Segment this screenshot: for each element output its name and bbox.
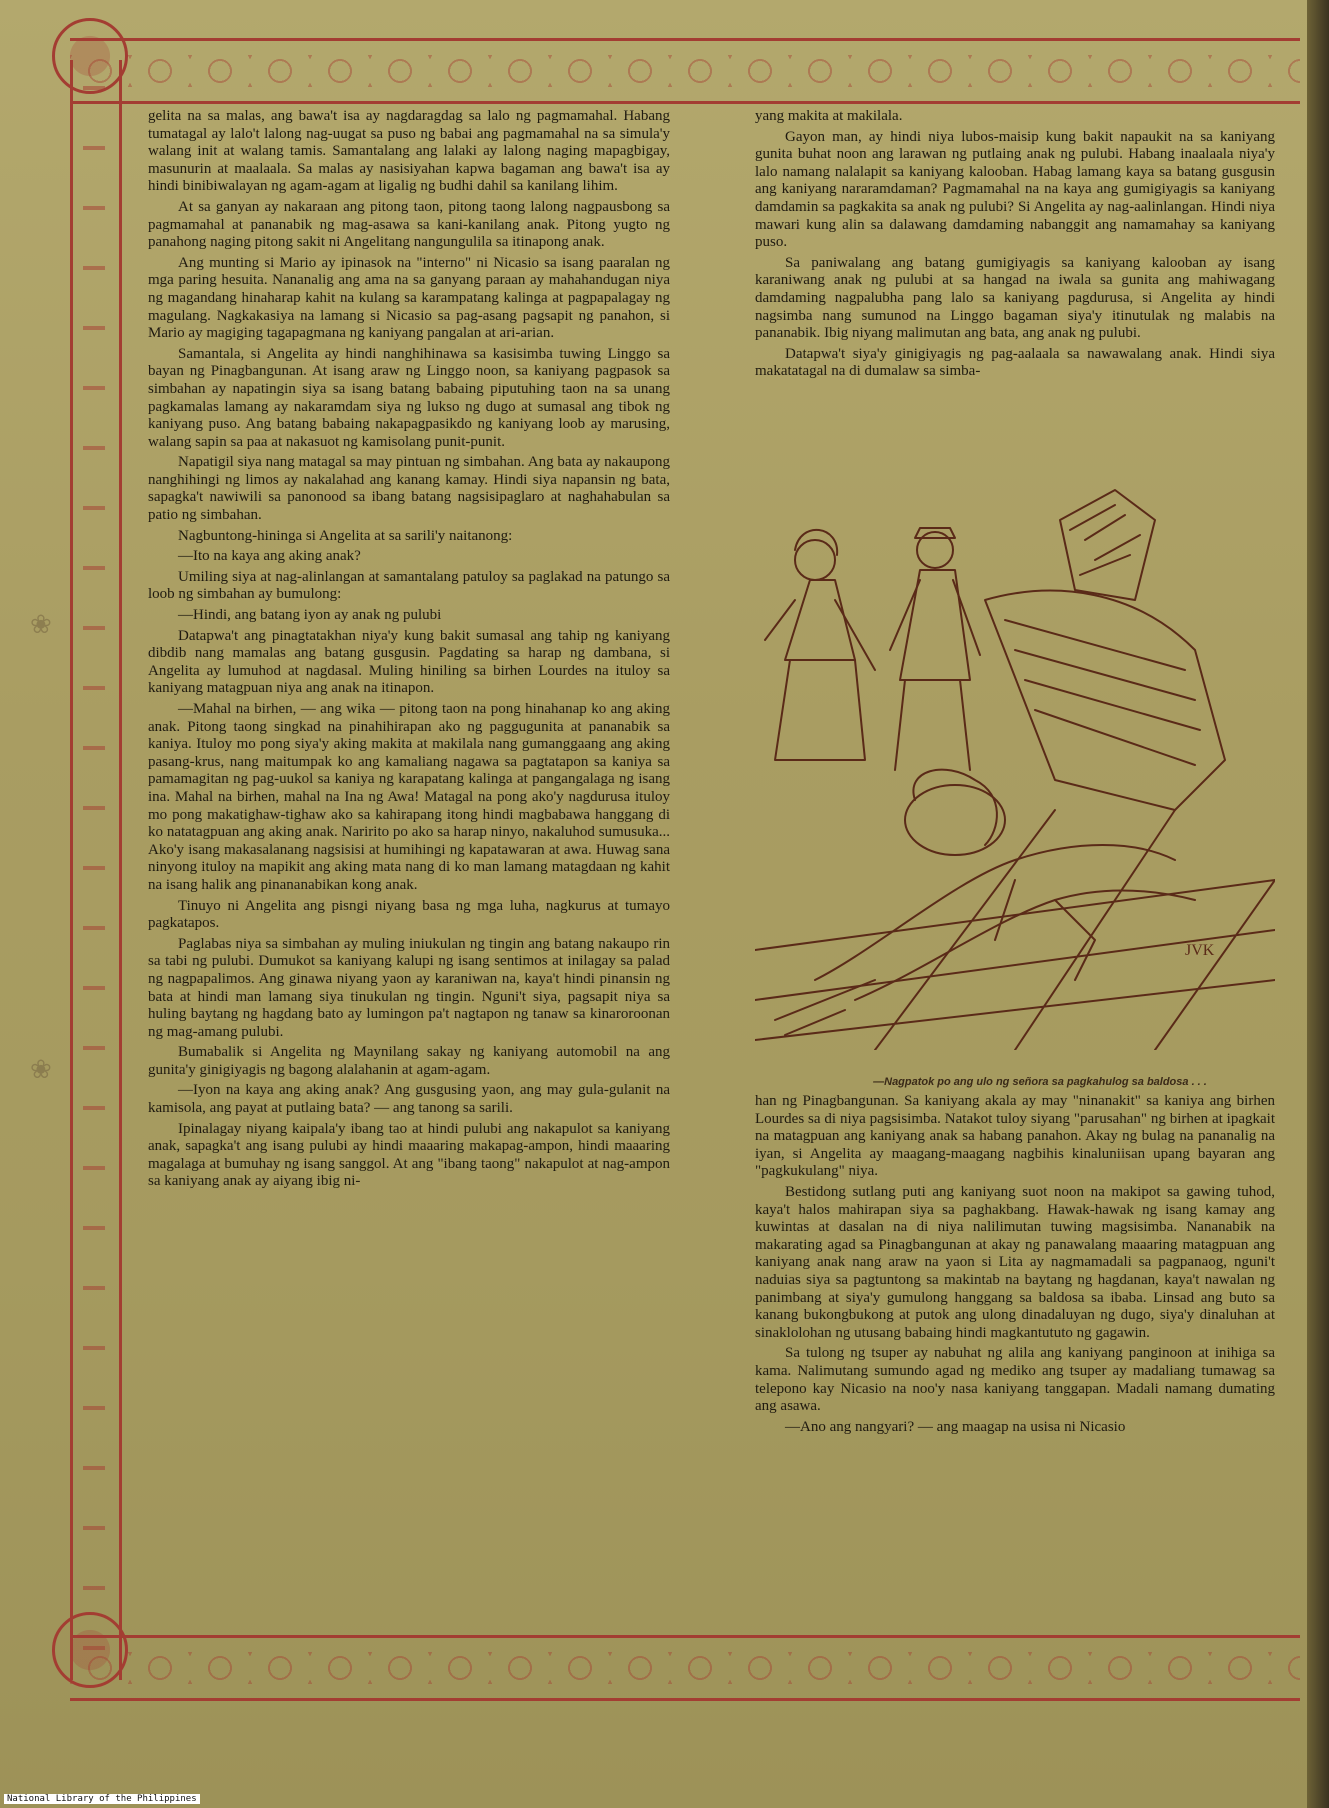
paragraph: Tinuyo ni Angelita ang pisngi niyang basa ng mga luha, nagkurus at tumayo pagkatapos. — [148, 897, 670, 932]
paragraph: Datapwa't ang pinagtatakhan niya'y kung bakit sumasal ang tahip ng kaniyang dibdib nang mamalas ang batang gusgusin. Pagdating sa harap ng dambana, si Angelita ay lumuhod at nagdasal. Muling hiniling sa birhen Lourdes na ituloy sa kaniyang matagpuan niya ang anak na itinapon. — [148, 627, 670, 697]
top-ornamental-border — [70, 38, 1300, 104]
paragraph: Ang munting si Mario ay ipinasok na "interno" ni Nicasio sa isang paaralan ng mga paring hesuita. Nananalig ang ama na sa ganyang paraan ay mahahandugan niya ng magandang hinaharap kahit na kulang sa karampatang kalinga at pagpapalagay ng magulang. Nagkakasiya na lamang si Nicasio sa pag-asang pagsapit ng panahon, si Mario ay magiging tagapagmana ng kaniyang pangalan at ari-arian. — [148, 254, 670, 342]
dialogue-line: —Iyon na kaya ang aking anak? Ang gusgusing yaon, ang may gula-gulanit na kamisola, ang payat at putlaing bata? — ang tanong sa sarili. — [148, 1082, 670, 1117]
fallen-woman-figure — [815, 845, 1175, 980]
paragraph: At sa ganyan ay nakaraan ang pitong taon, pitong taong lalong nagpausbong sa pagmamahal at pananabik ng mag-asawa sa kani-kanilang anak. Pitong yugto ng panahong naging pitong sakit ni Angelitang nangungulila sa itinapong anak. — [148, 198, 670, 251]
dialogue-line: —Ito na kaya ang aking anak? — [178, 548, 361, 565]
corner-ornament — [52, 1612, 128, 1688]
margin-ornament: ❀ — [30, 1055, 52, 1084]
dialogue-line: —Hindi, ang batang iyon ay anak ng pulubi — [178, 607, 442, 624]
paragraph: Sa paniwalang ang batang gumigiyagis sa kaniyang kalooban ay isang karaniwang anak ng pulubi at sa hangad na iwala sa gunita ang mahiwagang damdaming nagpalubha pang lalo sa kaniyang pagdurusa, si Angelita ay hindi nagsimba nang sumunod na Linggo bagaman siya'y itinutulak ng malabis na pananabik. Ibig niyang malimutan ang bata, ang anak ng pulubi. — [755, 254, 1275, 342]
stair-railing — [1060, 490, 1155, 600]
paragraph: Ipinalagay niyang kaipala'y ibang tao at hindi pulubi ang nakapulot sa kaniyang anak, sapagka't ang isang pulubi ay hindi maaaring makapag-ampon, hindi maaaring magalaga at bumuhay ng isang sanggol. At ang "ibang taong" nakapulot at nag-ampon sa kaniyang anak ay aiyang ibig ni- — [148, 1120, 670, 1190]
paragraph: Sa tulong ng tsuper ay nabuhat ng alila ang kaniyang panginoon at inihiga sa kama. Nalimutang sumundo agad ng mediko ang tsuper ay madaliang tumawag sa telepono kay Nicasio na noo'y nasa kaniyang tanggapan. Madali namang dumating ang asawa. — [755, 1345, 1275, 1415]
illustration-caption: —Nagpatok po ang ulo ng señora sa pagkahulog sa baldosa . . . — [873, 1076, 1207, 1088]
dialogue-line: —Ano ang nangyari? — ang maagap na usisa ni Nicasio — [785, 1418, 1126, 1435]
paragraph: Bumabalik si Angelita ng Maynilang sakay ng kaniyang automobil na ang gunita'y ginigiyagis ng bagong alalahanin at agam-agam. — [148, 1044, 670, 1078]
right-text-column-top — [755, 108, 1275, 384]
artist-signature: JVK — [1185, 942, 1215, 959]
left-ornamental-border — [70, 60, 122, 1680]
paragraph: Napatigil siya nang matagal sa may pintuan ng simbahan. Ang bata ay nakaupong nanghihingi ng limos ay nakalahad ang kanang kamay. Hindi siya napansin ng bata, sapagka't nawiwili sa panonood sa ibang batang nagsisipaglaro at naghahabulan sa patio ng simbahan. — [148, 454, 670, 524]
paragraph: yang makita at makilala. — [755, 108, 903, 124]
paragraph: Samantala, si Angelita ay hindi nanghihinawa sa kasisimba tuwing Linggo sa bayan ng Pinagbangunan. At isang araw ng Linggo noon, sa kaniyang pagpasok sa simbahan ay napatingin siya sa isang batang babaing piputuhing taon na sa unang pagkamalas lamang ay nakaramdam siya ng lukso ng dugo at sumasal ang tibok ng kaniyang puso. Ang batang babaing nakapagpasikdo ng kaniyang loob ay marusing, walang sapin sa paa at nakasuot ng kamisolang punit-punit. — [148, 345, 670, 450]
margin-ornament: ❀ — [30, 610, 52, 639]
maid-figure — [795, 540, 835, 580]
corner-ornament — [52, 18, 128, 94]
bottom-ornamental-border — [70, 1635, 1300, 1701]
archive-footer: National Library of the Philippines — [4, 1794, 200, 1804]
paragraph: Bestidong sutlang puti ang kaniyang suot noon na makipot sa gawing tuhod, kaya't halos mahirapan siya sa paghakbang. Hawak-hawak ng isang kamay ang kuwintas at dasalan na di niya nalilimutan tuwing magsisimba. Nananabik na makarating agad sa Pinagbangunan at akay ng panawalang maaaring matagpuan ang kaniyang anak nang araw na yaon si Lita ay nagmamadali sa pagpanaog, nguni't naduias siya sa pagtuntong sa makintab na baytang ng hagdanan, kaya't nawalan ng panimbang at siya'y gumulong hanggang sa baldosa sa ibaba. Linsad ang buto sa kanang bukongbukong at putok ang ulong dinadaluyan ng dugo, siya'y dinaluhan at sinaklolohan ng utusang babaing hindi magkantututo ng gagawin. — [755, 1183, 1275, 1341]
binding-shadow — [1307, 0, 1329, 1808]
story-illustration — [755, 480, 1275, 1050]
left-text-column — [148, 108, 670, 1194]
paragraph: Paglabas niya sa simbahan ay muling iniukulan ng tingin ang batang nakaupo rin sa tabi ng pulubi. Dumukot sa kaniyang kalupi ng isang sentimos at inilagay sa palad ng nagpapalimos. Ang ginawa niyang yaon ay karaniwan na, kaya't hindi pinansin ng bata at hindi man lamang siya tinukulan ng tingin. Nguni't siya, pagsapit niya sa huling baytang ng hagdang bato ay lumingon pa't nagtapon ng tanaw sa kinaroroonan ng mag-amang pulubi. — [148, 935, 670, 1040]
paragraph: gelita na sa malas, ang bawa't isa ay nagdaragdag sa lalo ng pagmamahal. Habang tumatagal ay lalo't lalong nag-uugat sa puso ng babai ang pagmamahal na sa simula'y walang init at walang tamis. Samantalang ang lalaki ay lalong naging mapagbigay, masunurin at maalaala. Sa malas ay nasisiyahan kapwa bagaman ang bawa't isa ay hindi binibiwalayan ng agam-agam at ligalig ng budhi dahil sa kanilang lihim. — [148, 108, 670, 195]
paragraph: Gayon man, ay hindi niya lubos-maisip kung bakit napaukit na sa kaniyang gunita buhat noon ang larawan ng putlaing anak ng pulubi. Habang inaalaala niya'y lalo namang nalalapit sa kaniyang kalooban. Habag lamang kaya sa batang gusgusin ang kaniyang nararamdaman? Pagmamahal na na kaya ang gumigiyagis sa kaniyang damdamin sa pagkakita sa anak ng pulubi? Si Angelita ay nag-aalinlangan. Hindi niya mawari kung alin sa dalawang damdaming nabanggit ang namamahay sa kaniyang puso. — [755, 128, 1275, 251]
prayer-paragraph: —Mahal na birhen, — ang wika — pitong taon na pong hinahanap ko ang aking anak. Pitong taong singkad na pinahihirapan ako ng paggugunita at pananabik sa kaniya. Ituloy mo pong siya'y aking makita at makilala nang gumanggaang ang aking pasang-krus, nang maitumpak ko ang kamaliang nagawa sa pagtatapon sa kaniya sa pamamagitan ng pag-uukol sa kaniya ng karapatang kalinga at pangangalaga ng isang ina. Mahal na birhen, mahal na Ina ng Awa! Matagal na pong ako'y nagdurusa ituloy mo pong makatighaw-tighaw ako sa kahirapang itong hindi magbabawa hanggang di ko natatagpuan ang aking anak. Naririto po ako sa harap ninyo, nakaluhod sumusuka... Ako'y isang makasalanang nagsisisi at humihingi ng kapatawaran at awa. Huwag sana ninyong ituloy na mapikit ang aking mata nang di ko man lamang matagdaan ng kahit na isang halik ang pinananabikan kong anak. — [148, 701, 670, 893]
paragraph: han ng Pinagbangunan. Sa kaniyang akala ay may "ninanakit" sa kaniya ang birhen Lourdes sa di niya pagsisimba. Natakot tuloy siyang "parusahan" ng birhen at ipagkait na matagpuan ang kaniyang anak sa habang panahon. Akay ng bulag na pananalig na iyan, si Angelita ay maagang-maagang nagbihis kinaluniisan upang bayaran ang "pagkukulang" niya. — [755, 1093, 1275, 1180]
paragraph: Umiling siya at nag-alinlangan at samantalang patuloy sa paglakad na patungo sa loob ng simbahan ay bumulong: — [148, 568, 670, 603]
paragraph: Nagbuntong-hininga si Angelita at sa sarili'y naitanong: — [178, 527, 513, 544]
right-text-column-bottom — [755, 1093, 1275, 1439]
paragraph: Datapwa't siya'y ginigiyagis ng pag-aalaala sa nawawalang anak. Hindi siya makatatagal na di dumalaw sa simba- — [755, 345, 1275, 380]
